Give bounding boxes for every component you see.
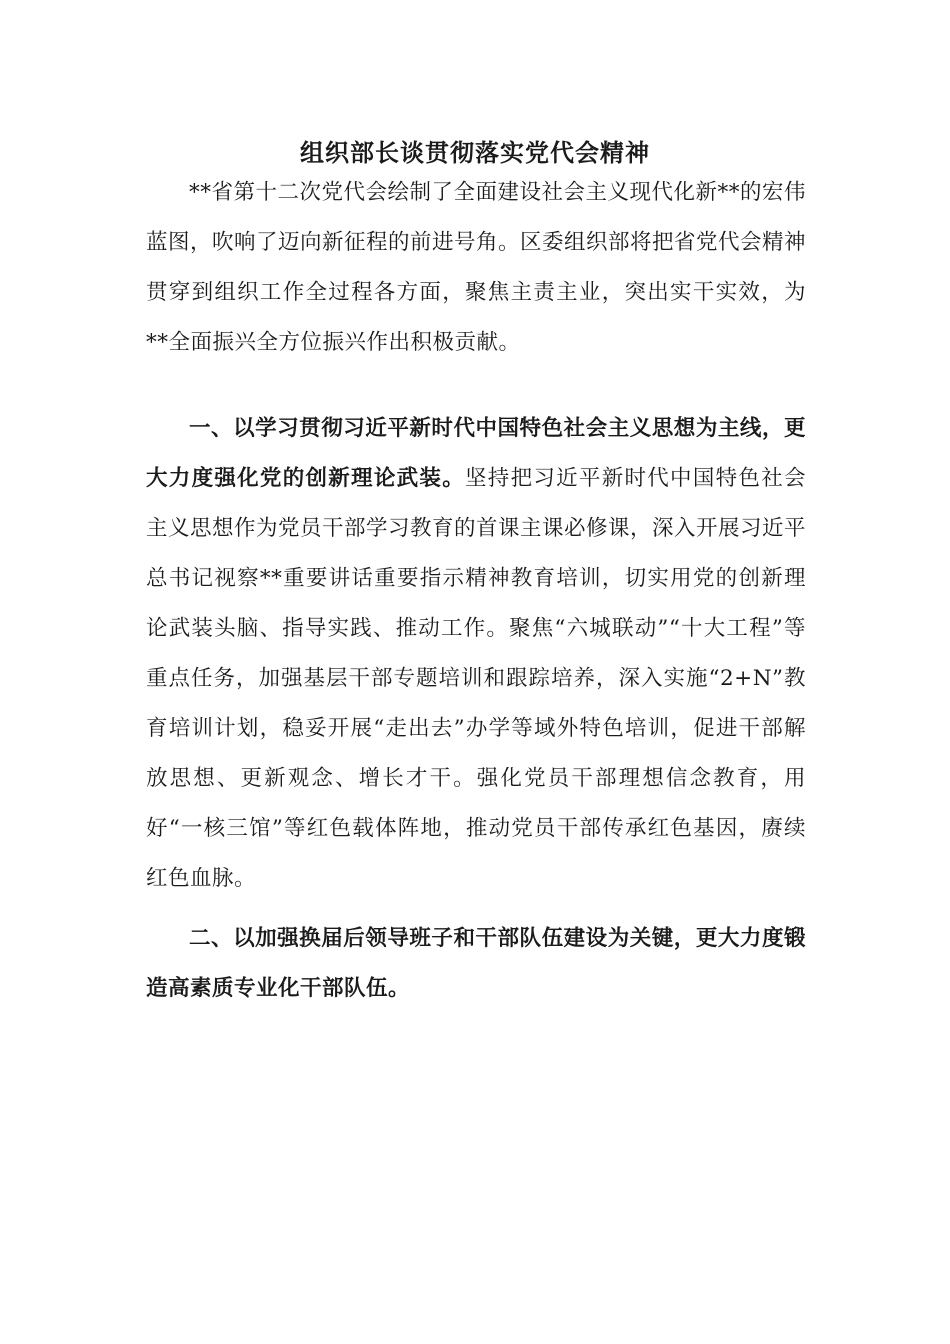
section-one-heading: 一、以学习贯彻习近平新时代中国特色社会主义思想为主线，更大力度强化党的创新理论武装。 (146, 416, 806, 491)
paragraph-section-one (146, 404, 806, 904)
section-two-heading: 二、以加强换届后领导班子和干部队伍建设为关键，更大力度锻造高素质专业化干部队伍。 (146, 926, 806, 1001)
paragraph-section-two (146, 914, 806, 1014)
section-one-body: 坚持把习近平新时代中国特色社会主义思想作为党员干部学习教育的首课主课必修课，深入开展习近平总书记视察**重要讲话重要指示精神教育培训，切实用党的创新理论武装头脑、指导实践、推动工作。聚焦“六城联动”“十大工程”等重点任务，加强基层干部专题培训和跟踪培养，深入实施“2+N”教育培训计划，稳妥开展“走出去”办学等域外特色培训，促进干部解放思想、更新观念、增长才干。强化党员干部理想信念教育，用好“一核三馆”等红色载体阵地，推动党员干部传承红色基因，赓续红色血脉。 (146, 466, 807, 891)
paragraph-intro-body: **省第十二次党代会绘制了全面建设社会主义现代化新**的宏伟蓝图，吹响了迈向新征程的前进号角。区委组织部将把省党代会精神贯穿到组织工作全过程各方面，聚焦主责主业，突出实干实效，为**全面振兴全方位振兴作出积极贡献。 (146, 180, 807, 355)
paragraph-intro (146, 168, 806, 368)
document-title: 组织部长谈贯彻落实党代会精神 (300, 138, 650, 167)
